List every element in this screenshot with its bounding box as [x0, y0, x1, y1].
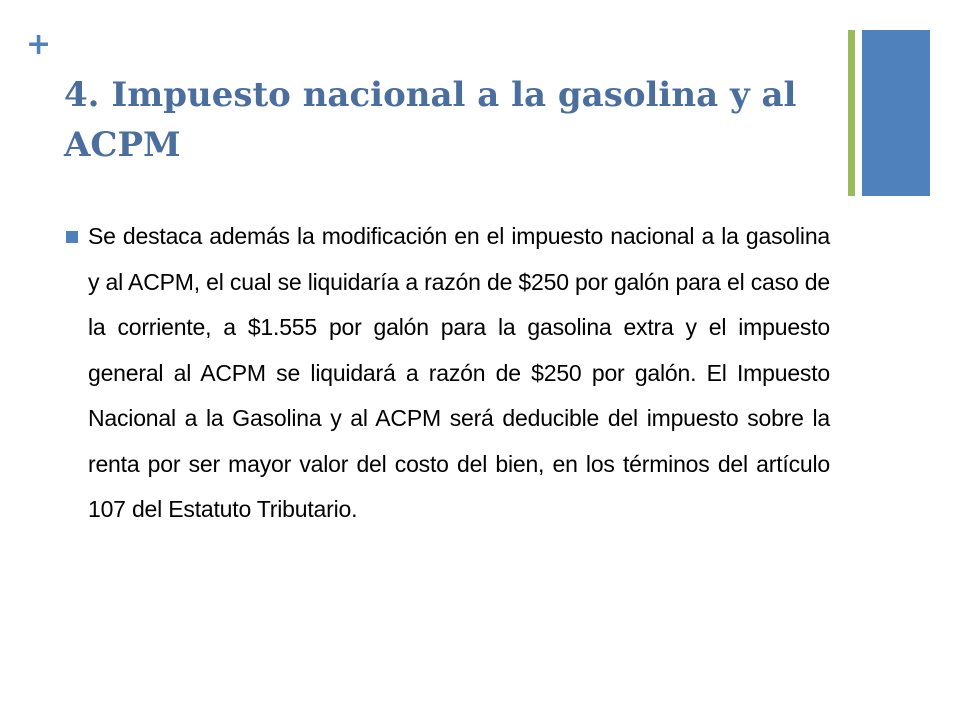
- bullet-item: [64, 214, 830, 533]
- bullet-list: [64, 214, 830, 533]
- square-bullet-icon: [66, 231, 78, 243]
- slide-title: 4. Impuesto nacional a la gasolina y al ACPM: [64, 75, 797, 165]
- accent-bar-green: [848, 30, 855, 196]
- plus-icon: +: [26, 27, 52, 62]
- accent-bar-blue: [862, 30, 930, 196]
- bullet-text: Se destaca además la modificación en el impuesto nacional a la gasolina y al ACPM, el cual se liquidaría a razón de $250 por galón para el caso de la corriente, a $1.555 por galón para la gasolina extra y el impuesto general al ACPM se liquidará a razón de $250 por galón. El Impuesto Nacional a la Gasolina y al ACPM será deducible del impuesto sobre la renta por ser mayor valor del costo del bien, en los términos del artículo 107 del Estatuto Tributario.: [88, 223, 830, 522]
